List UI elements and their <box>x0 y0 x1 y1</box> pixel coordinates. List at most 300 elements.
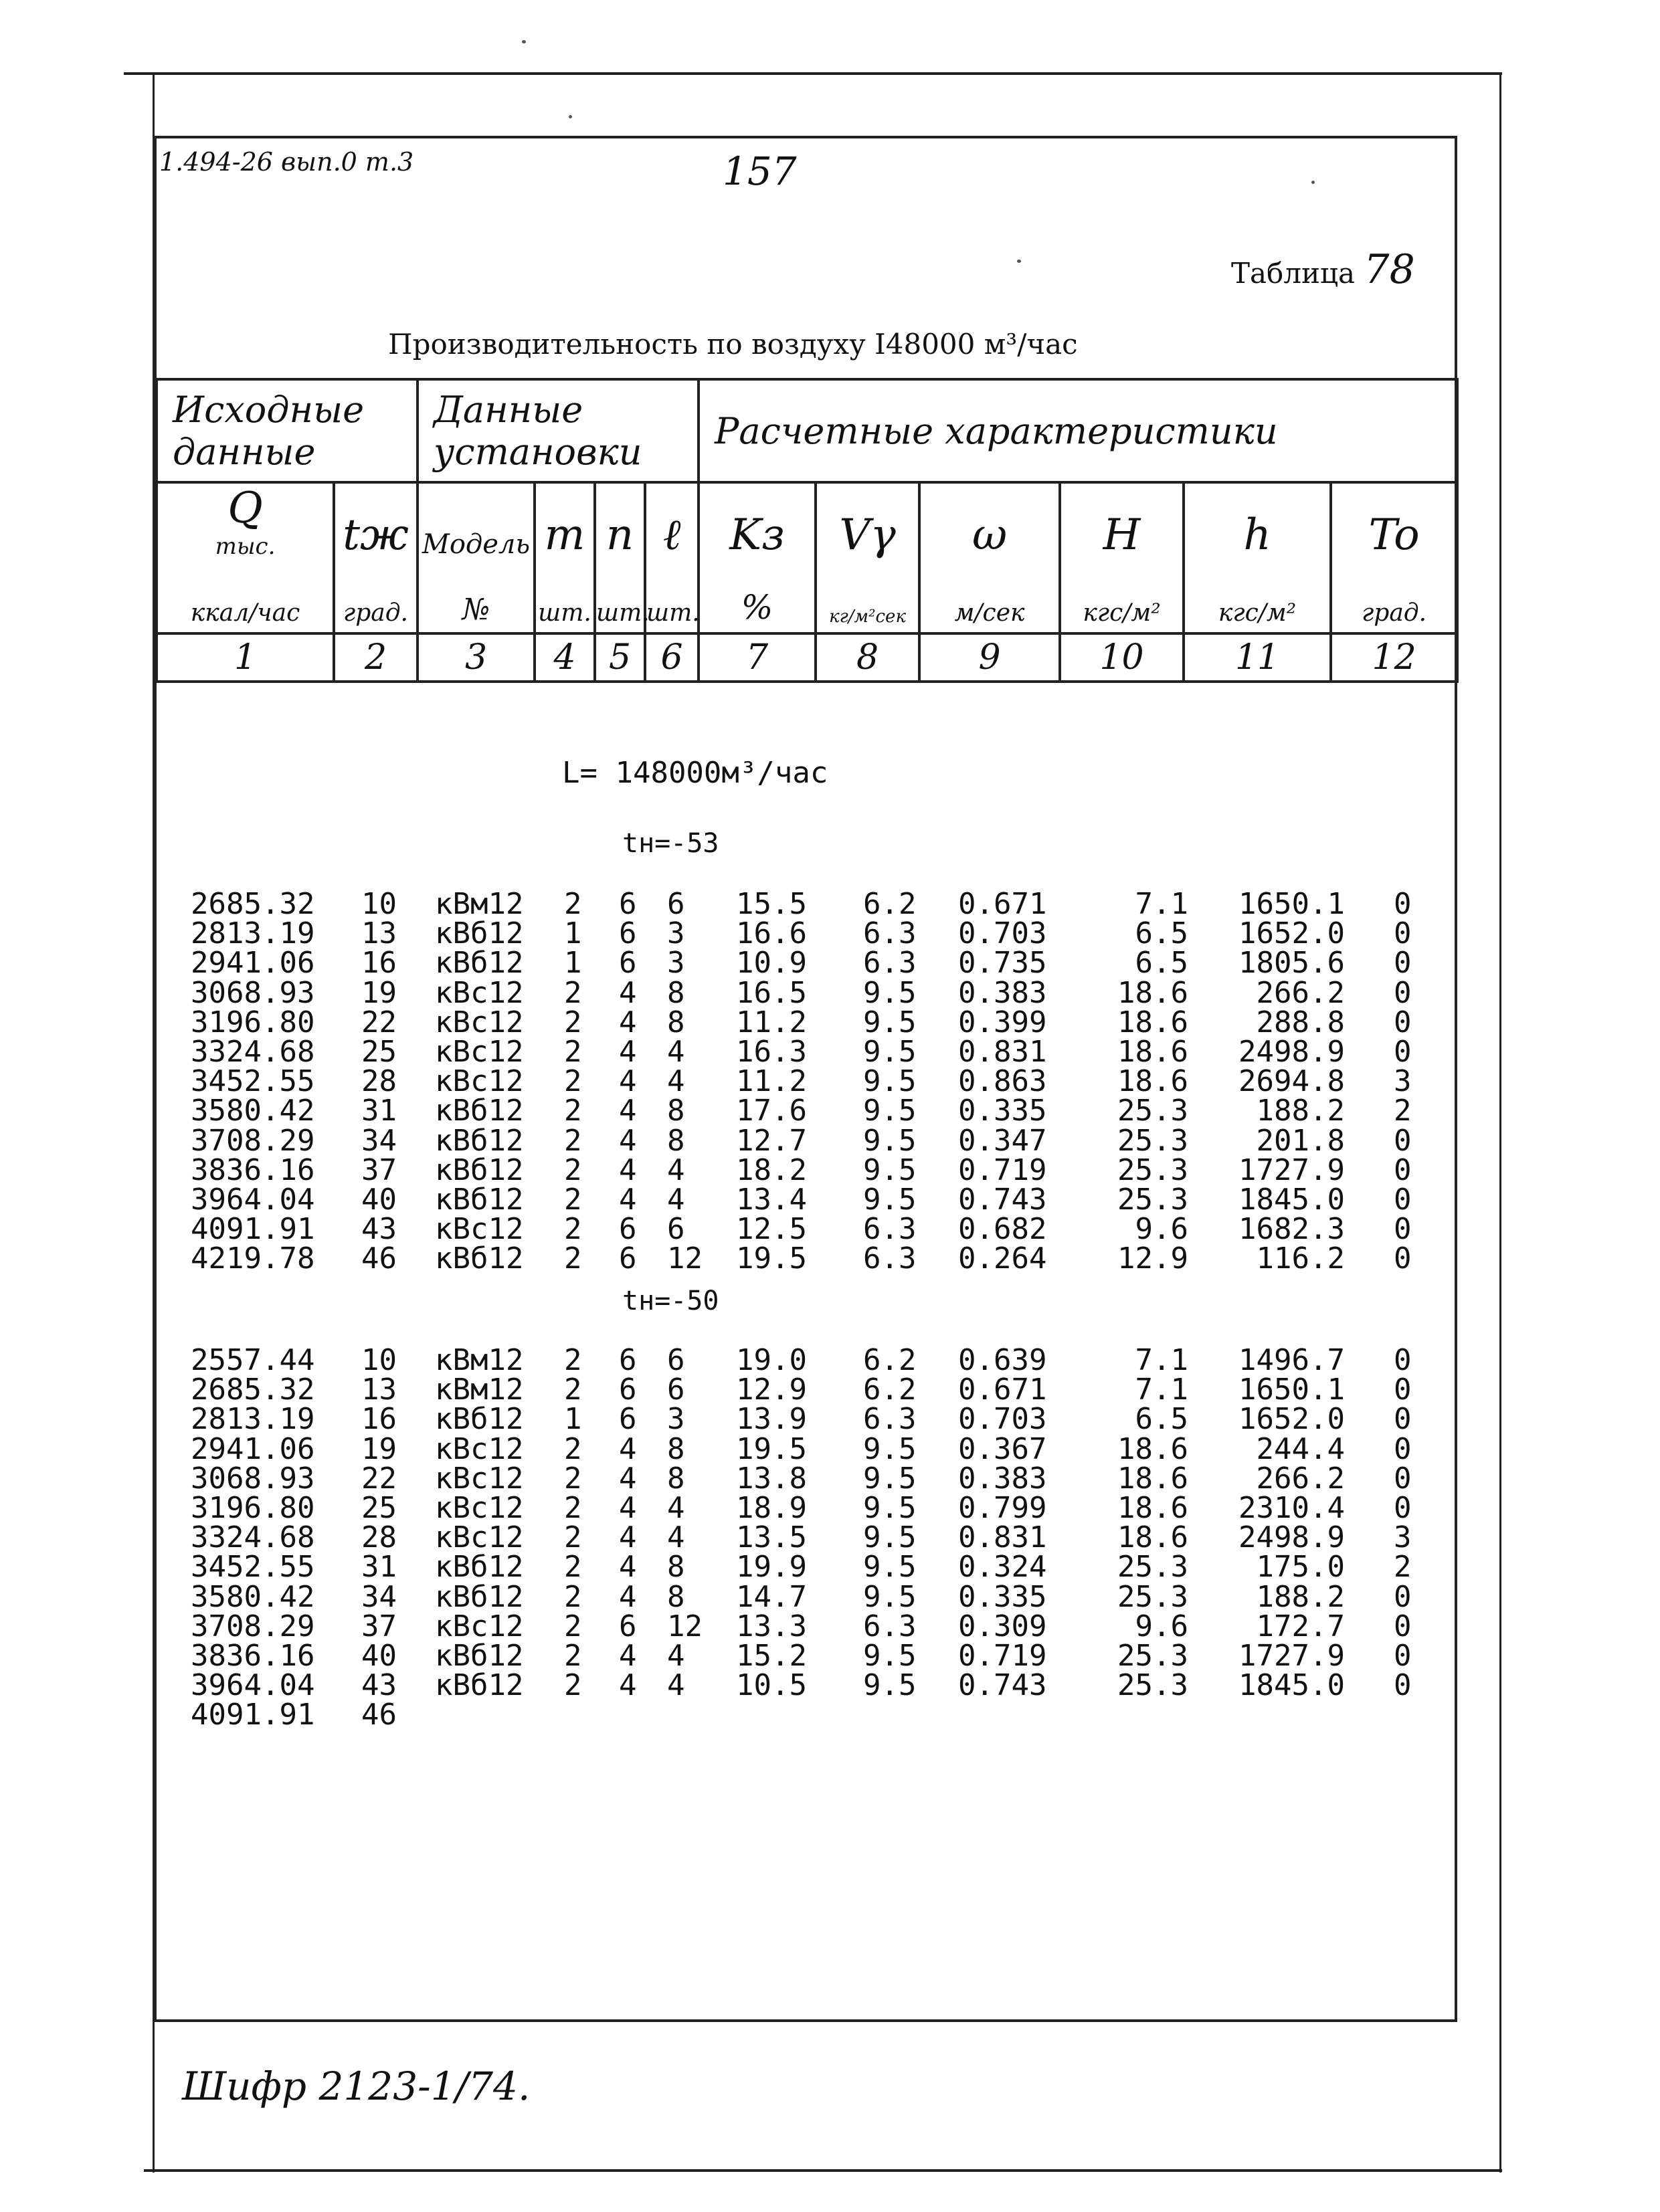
col-symbol-m: m <box>535 482 595 560</box>
kz-value: 12.5 <box>736 1212 807 1247</box>
l-value: 4 <box>667 1639 685 1673</box>
m-value: 2 <box>564 1094 582 1128</box>
omega-value: 0.347 <box>958 1123 1047 1158</box>
tzh-value: 46 <box>361 1698 397 1732</box>
tzh-value: 22 <box>361 1461 397 1496</box>
m-value: 2 <box>564 1579 582 1614</box>
tzh-value: 43 <box>361 1668 397 1703</box>
omega-value: 0.743 <box>958 1668 1047 1703</box>
vy-value: 6.2 <box>863 1373 917 1407</box>
h-lower-value: 175.0 <box>1256 1550 1345 1585</box>
m-value: 1 <box>564 946 582 981</box>
table-row <box>0 1064 1660 1099</box>
tzh-value: 19 <box>361 975 397 1010</box>
tzh-value: 19 <box>361 1431 397 1466</box>
model-value: кВс12 <box>435 1035 524 1069</box>
m-value: 2 <box>564 1123 582 1158</box>
model-value: кВб12 <box>435 1579 524 1614</box>
col-symbol-n: n <box>595 482 645 560</box>
m-value: 2 <box>564 1035 582 1069</box>
h-upper-value: 25.3 <box>1117 1123 1188 1158</box>
n-value: 4 <box>619 1491 637 1525</box>
col-number: 7 <box>699 633 816 682</box>
table-row <box>0 1579 1660 1614</box>
q-value: 4091.91 <box>191 1212 315 1247</box>
to-value: 0 <box>1394 1373 1412 1407</box>
tzh-value: 34 <box>361 1579 397 1614</box>
col-number: 4 <box>535 633 595 682</box>
h-lower-value: 266.2 <box>1256 1461 1345 1496</box>
kz-value: 18.2 <box>736 1152 807 1187</box>
h-upper-value: 25.3 <box>1117 1183 1188 1217</box>
col-number: 5 <box>595 633 645 682</box>
col-symbol-tzh: tж <box>334 482 418 560</box>
vy-value: 9.5 <box>863 1005 917 1039</box>
vy-value: 9.5 <box>863 1123 917 1158</box>
col-symbol-q: Q тыс. <box>157 482 334 560</box>
table-row <box>0 1520 1660 1555</box>
table-row <box>0 1005 1660 1039</box>
q-value: 3196.80 <box>191 1491 315 1525</box>
to-value: 0 <box>1394 1609 1412 1643</box>
scan-speck <box>522 40 526 43</box>
h-lower-value: 1845.0 <box>1238 1183 1345 1217</box>
omega-value: 0.324 <box>958 1550 1047 1585</box>
tzh-value: 37 <box>361 1152 397 1187</box>
h-lower-value: 2498.9 <box>1238 1520 1345 1555</box>
table-number-label <box>1231 246 1415 293</box>
m-value: 2 <box>564 887 582 921</box>
col-unit-q: ккал/час <box>157 560 334 633</box>
h-lower-value: 2694.8 <box>1238 1064 1345 1099</box>
vy-value: 9.5 <box>863 1183 917 1217</box>
table-row <box>0 1402 1660 1437</box>
to-value: 0 <box>1394 1241 1412 1276</box>
omega-value: 0.399 <box>958 1005 1047 1039</box>
omega-value: 0.682 <box>958 1212 1047 1247</box>
model-value: кВс12 <box>435 1064 524 1099</box>
m-value: 2 <box>564 1431 582 1466</box>
n-value: 4 <box>619 1035 637 1069</box>
n-value: 6 <box>619 1343 637 1377</box>
tzh-value: 13 <box>361 916 397 951</box>
l-value: 6 <box>667 1212 685 1247</box>
h-upper-value: 18.6 <box>1117 1520 1188 1555</box>
omega-value: 0.383 <box>958 1461 1047 1496</box>
kz-value: 12.7 <box>736 1123 807 1158</box>
to-value: 3 <box>1394 1520 1412 1555</box>
n-value: 4 <box>619 1431 637 1466</box>
q-value: 3708.29 <box>191 1609 315 1643</box>
col-number: 6 <box>645 633 699 682</box>
h-lower-value: 1727.9 <box>1238 1152 1345 1187</box>
vy-value: 6.3 <box>863 1609 917 1643</box>
n-value: 4 <box>619 1579 637 1614</box>
tzh-value: 16 <box>361 946 397 981</box>
omega-value: 0.671 <box>958 887 1047 921</box>
table-row <box>0 975 1660 1010</box>
table-row <box>0 1343 1660 1377</box>
omega-value: 0.367 <box>958 1431 1047 1466</box>
model-value: кВс12 <box>435 1491 524 1525</box>
air-flow-formula: L= 148000м³/час <box>562 756 828 790</box>
col-symbol-h-upper: H <box>1060 482 1184 560</box>
q-value: 3452.55 <box>191 1550 315 1585</box>
q-value: 2685.32 <box>191 887 315 921</box>
l-value: 8 <box>667 1579 685 1614</box>
table-row <box>0 1123 1660 1158</box>
q-value: 3580.42 <box>191 1579 315 1614</box>
h-upper-value: 18.6 <box>1117 1005 1188 1039</box>
h-lower-value: 188.2 <box>1256 1094 1345 1128</box>
n-value: 4 <box>619 1550 637 1585</box>
h-lower-value: 288.8 <box>1256 1005 1345 1039</box>
page-number: 157 <box>723 148 797 194</box>
kz-value: 19.5 <box>736 1431 807 1466</box>
h-upper-value: 18.6 <box>1117 975 1188 1010</box>
kz-value: 13.8 <box>736 1461 807 1496</box>
l-value: 4 <box>667 1064 685 1099</box>
kz-value: 13.3 <box>736 1609 807 1643</box>
h-upper-value: 25.3 <box>1117 1094 1188 1128</box>
q-value: 3196.80 <box>191 1005 315 1039</box>
l-value: 4 <box>667 1183 685 1217</box>
to-value: 0 <box>1394 1123 1412 1158</box>
col-unit-m: шт. <box>535 560 595 633</box>
model-value: кВб12 <box>435 1183 524 1217</box>
h-lower-value: 188.2 <box>1256 1579 1345 1614</box>
l-value: 6 <box>667 1373 685 1407</box>
col-unit-h-lower: кгс/м² <box>1184 560 1331 633</box>
vy-value: 9.5 <box>863 1639 917 1673</box>
vy-value: 9.5 <box>863 1152 917 1187</box>
h-upper-value: 18.6 <box>1117 1035 1188 1069</box>
to-value: 0 <box>1394 1152 1412 1187</box>
q-value: 3068.93 <box>191 1461 315 1496</box>
document-code: 1.494-26 вып.0 т.3 <box>159 147 414 177</box>
h-upper-value: 25.3 <box>1117 1668 1188 1703</box>
table-row <box>0 1241 1660 1276</box>
n-value: 6 <box>619 946 637 981</box>
col-unit-to: град. <box>1331 560 1457 633</box>
table-row <box>0 1375 1660 1405</box>
n-value: 4 <box>619 975 637 1010</box>
model-value: кВб12 <box>435 1123 524 1158</box>
n-value: 6 <box>619 1373 637 1407</box>
to-value: 0 <box>1394 946 1412 981</box>
col-unit-model: № <box>418 560 535 633</box>
model-value: кВм12 <box>435 887 524 921</box>
col-number: 9 <box>919 633 1060 682</box>
tzh-value: 31 <box>361 1550 397 1585</box>
vy-value: 9.5 <box>863 1431 917 1466</box>
q-value: 3452.55 <box>191 1064 315 1099</box>
kz-value: 19.9 <box>736 1550 807 1585</box>
col-unit-kz: % <box>699 560 816 633</box>
table-caption: Производительность по воздуху I48000 м³/час <box>388 328 1078 361</box>
model-value: кВс12 <box>435 1212 524 1247</box>
vy-value: 6.3 <box>863 946 917 981</box>
model-value: кВб12 <box>435 916 524 951</box>
n-value: 6 <box>619 1402 637 1437</box>
h-lower-value: 1805.6 <box>1238 946 1345 981</box>
model-value: кВм12 <box>435 1373 524 1407</box>
h-upper-value: 9.6 <box>1135 1212 1188 1247</box>
h-upper-value: 18.6 <box>1117 1461 1188 1496</box>
omega-value: 0.863 <box>958 1064 1047 1099</box>
vy-value: 6.2 <box>863 887 917 921</box>
l-value: 12 <box>667 1609 703 1643</box>
table-row <box>0 1185 1660 1215</box>
table-row <box>0 1491 1660 1525</box>
h-upper-value: 18.6 <box>1117 1064 1188 1099</box>
col-symbol-model: Модель <box>418 482 535 560</box>
table-row <box>0 1037 1660 1067</box>
q-value: 2813.19 <box>191 916 315 951</box>
tzh-value: 10 <box>361 887 397 921</box>
kz-value: 15.2 <box>736 1639 807 1673</box>
omega-value: 0.703 <box>958 916 1047 951</box>
col-symbol-h-lower: h <box>1184 482 1331 560</box>
h-lower-value: 1652.0 <box>1238 1402 1345 1437</box>
n-value: 6 <box>619 887 637 921</box>
col-number: 11 <box>1184 633 1331 682</box>
kz-value: 18.9 <box>736 1491 807 1525</box>
q-value: 3708.29 <box>191 1123 315 1158</box>
l-value: 8 <box>667 1005 685 1039</box>
omega-value: 0.831 <box>958 1520 1047 1555</box>
to-value: 0 <box>1394 1402 1412 1437</box>
h-upper-value: 18.6 <box>1117 1431 1188 1466</box>
to-value: 0 <box>1394 1035 1412 1069</box>
h-upper-value: 12.9 <box>1117 1241 1188 1276</box>
tzh-value: 28 <box>361 1064 397 1099</box>
h-upper-value: 18.6 <box>1117 1491 1188 1525</box>
to-value: 0 <box>1394 1639 1412 1673</box>
h-upper-value: 7.1 <box>1135 1343 1188 1377</box>
col-unit-h-upper: кгс/м² <box>1060 560 1184 633</box>
col-unit-tzh: град. <box>334 560 418 633</box>
l-value: 4 <box>667 1520 685 1555</box>
h-lower-value: 1496.7 <box>1238 1343 1345 1377</box>
m-value: 2 <box>564 1064 582 1099</box>
table-header <box>155 378 1459 683</box>
to-value: 0 <box>1394 916 1412 951</box>
cipher: Шифр 2123-1/74. <box>182 2064 531 2109</box>
kz-value: 12.9 <box>736 1373 807 1407</box>
to-value: 0 <box>1394 1461 1412 1496</box>
n-value: 6 <box>619 1241 637 1276</box>
kz-value: 11.2 <box>736 1005 807 1039</box>
omega-value: 0.719 <box>958 1639 1047 1673</box>
q-value: 2685.32 <box>191 1373 315 1407</box>
model-value: кВс12 <box>435 1431 524 1466</box>
col-symbol-kz: Kз <box>699 482 816 560</box>
m-value: 2 <box>564 1373 582 1407</box>
h-lower-value: 266.2 <box>1256 975 1345 1010</box>
omega-value: 0.671 <box>958 1373 1047 1407</box>
h-lower-value: 244.4 <box>1256 1431 1345 1466</box>
h-lower-value: 1682.3 <box>1238 1212 1345 1247</box>
m-value: 2 <box>564 1212 582 1247</box>
table-row <box>0 1212 1660 1247</box>
tzh-value: 25 <box>361 1035 397 1069</box>
vy-value: 9.5 <box>863 1579 917 1614</box>
to-value: 0 <box>1394 1212 1412 1247</box>
vy-value: 9.5 <box>863 1550 917 1585</box>
q-value: 3836.16 <box>191 1639 315 1673</box>
kz-value: 16.3 <box>736 1035 807 1069</box>
model-value: кВб12 <box>435 1094 524 1128</box>
kz-value: 13.5 <box>736 1520 807 1555</box>
n-value: 4 <box>619 1668 637 1703</box>
q-value: 2557.44 <box>191 1343 315 1377</box>
to-value: 0 <box>1394 1668 1412 1703</box>
model-value: кВб12 <box>435 1241 524 1276</box>
kz-value: 19.0 <box>736 1343 807 1377</box>
m-value: 2 <box>564 1005 582 1039</box>
table-row <box>0 887 1660 921</box>
col-unit-vy: кг/м²сек <box>816 560 919 633</box>
q-value: 4219.78 <box>191 1241 315 1276</box>
tzh-value: 10 <box>361 1343 397 1377</box>
table-row <box>0 1700 1660 1730</box>
col-symbol-omega: ω <box>919 482 1060 560</box>
group-installation-data: Данные установки <box>418 379 699 482</box>
m-value: 2 <box>564 1520 582 1555</box>
table-row <box>0 1431 1660 1466</box>
h-lower-value: 1652.0 <box>1238 916 1345 951</box>
omega-value: 0.309 <box>958 1609 1047 1643</box>
l-value: 8 <box>667 1123 685 1158</box>
omega-value: 0.719 <box>958 1152 1047 1187</box>
l-value: 8 <box>667 1461 685 1496</box>
m-value: 2 <box>564 975 582 1010</box>
table-row <box>0 946 1660 981</box>
kz-value: 15.5 <box>736 887 807 921</box>
q-value: 2941.06 <box>191 946 315 981</box>
m-value: 1 <box>564 1402 582 1437</box>
tzh-value: 28 <box>361 1520 397 1555</box>
to-value: 0 <box>1394 1491 1412 1525</box>
l-value: 4 <box>667 1668 685 1703</box>
m-value: 2 <box>564 1550 582 1585</box>
kz-value: 13.4 <box>736 1183 807 1217</box>
to-value: 0 <box>1394 1579 1412 1614</box>
l-value: 12 <box>667 1241 703 1276</box>
vy-value: 9.5 <box>863 1094 917 1128</box>
q-value: 2813.19 <box>191 1402 315 1437</box>
omega-value: 0.735 <box>958 946 1047 981</box>
omega-value: 0.743 <box>958 1183 1047 1217</box>
omega-value: 0.335 <box>958 1579 1047 1614</box>
to-value: 0 <box>1394 887 1412 921</box>
model-value: кВб12 <box>435 946 524 981</box>
n-value: 4 <box>619 1152 637 1187</box>
m-value: 2 <box>564 1152 582 1187</box>
table-label: Таблица <box>1231 257 1356 290</box>
kz-value: 19.5 <box>736 1241 807 1276</box>
q-value: 3964.04 <box>191 1183 315 1217</box>
col-number: 12 <box>1331 633 1457 682</box>
col-unit-l: шт. <box>645 560 699 633</box>
model-value: кВб12 <box>435 1402 524 1437</box>
kz-value: 14.7 <box>736 1579 807 1614</box>
model-value: кВс12 <box>435 1005 524 1039</box>
omega-value: 0.264 <box>958 1241 1047 1276</box>
kz-value: 10.9 <box>736 946 807 981</box>
vy-value: 9.5 <box>863 1491 917 1525</box>
h-upper-value: 9.6 <box>1135 1609 1188 1643</box>
to-value: 0 <box>1394 1183 1412 1217</box>
n-value: 6 <box>619 1609 637 1643</box>
q-value: 3580.42 <box>191 1094 315 1128</box>
model-value: кВс12 <box>435 1520 524 1555</box>
col-unit-n: шт. <box>595 560 645 633</box>
omega-value: 0.383 <box>958 975 1047 1010</box>
omega-value: 0.639 <box>958 1343 1047 1377</box>
q-value: 2941.06 <box>191 1431 315 1466</box>
to-value: 0 <box>1394 975 1412 1010</box>
l-value: 8 <box>667 1550 685 1585</box>
m-value: 2 <box>564 1183 582 1217</box>
h-lower-value: 1650.1 <box>1238 887 1345 921</box>
n-value: 4 <box>619 1123 637 1158</box>
table-row <box>0 1609 1660 1643</box>
l-value: 4 <box>667 1035 685 1069</box>
n-value: 4 <box>619 1064 637 1099</box>
col-number: 2 <box>334 633 418 682</box>
m-value: 2 <box>564 1668 582 1703</box>
section-label-tn-53: tн=-53 <box>622 828 719 859</box>
tzh-value: 40 <box>361 1183 397 1217</box>
h-upper-value: 25.3 <box>1117 1152 1188 1187</box>
omega-value: 0.799 <box>958 1491 1047 1525</box>
to-value: 2 <box>1394 1550 1412 1585</box>
to-value: 0 <box>1394 1005 1412 1039</box>
col-number: 3 <box>418 633 535 682</box>
vy-value: 6.3 <box>863 1212 917 1247</box>
m-value: 2 <box>564 1639 582 1673</box>
model-value: кВс12 <box>435 1609 524 1643</box>
l-value: 8 <box>667 975 685 1010</box>
col-number: 1 <box>157 633 334 682</box>
model-value: кВс12 <box>435 1461 524 1496</box>
m-value: 2 <box>564 1609 582 1643</box>
col-number: 8 <box>816 633 919 682</box>
col-number: 10 <box>1060 633 1184 682</box>
omega-value: 0.335 <box>958 1094 1047 1128</box>
vy-value: 6.3 <box>863 1241 917 1276</box>
tzh-value: 34 <box>361 1123 397 1158</box>
table-row <box>0 1668 1660 1703</box>
l-value: 8 <box>667 1431 685 1466</box>
table-row <box>0 1641 1660 1671</box>
kz-value: 17.6 <box>736 1094 807 1128</box>
vy-value: 9.5 <box>863 1520 917 1555</box>
model-value: кВб12 <box>435 1550 524 1585</box>
m-value: 2 <box>564 1241 582 1276</box>
kz-value: 16.5 <box>736 975 807 1010</box>
model-value: кВм12 <box>435 1343 524 1377</box>
m-value: 2 <box>564 1343 582 1377</box>
q-value: 3836.16 <box>191 1152 315 1187</box>
l-value: 3 <box>667 916 685 951</box>
l-value: 6 <box>667 887 685 921</box>
frame-bottom-line <box>144 2169 1502 2172</box>
l-value: 3 <box>667 1402 685 1437</box>
n-value: 6 <box>619 916 637 951</box>
